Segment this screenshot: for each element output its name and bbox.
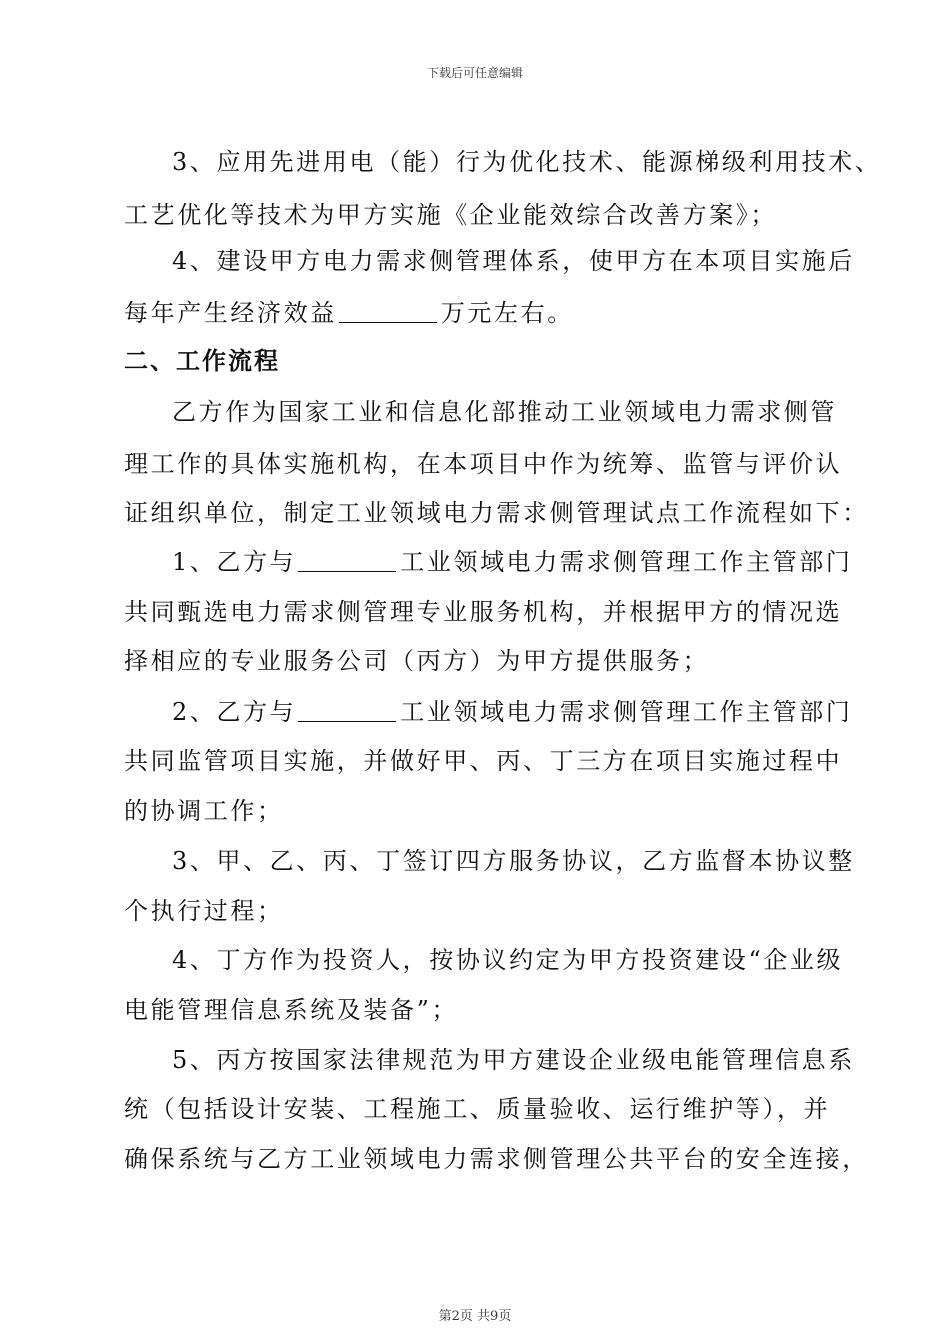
item3-line2: 工艺优化等技术为甲方实施《企业能效综合改善方案》；: [124, 201, 777, 229]
step5-line3: 确保系统与乙方工业领域电力需求侧管理公共平台的安全连接，: [124, 1145, 869, 1173]
step5-line1: 5、丙方按国家法律规范为甲方建设企业级电能管理信息系: [172, 1046, 855, 1074]
fill-in-blank[interactable]: [339, 300, 437, 323]
item4-line2-text-b: 万元左右。: [440, 299, 574, 327]
step1-line1-text-a: 1、乙方与: [172, 548, 297, 576]
step2-line1: [172, 697, 852, 727]
intro-line1: 乙方作为国家工业和信息化部推动工业领域电力需求侧管: [172, 398, 837, 426]
page-footer: 第2页 共9页: [438, 1309, 512, 1324]
step1-line3: 择相应的专业服务公司（丙方）为甲方提供服务；: [124, 647, 710, 675]
step2-line2: 共同监管项目实施，并做好甲、丙、丁三方在项目实施过程中: [124, 747, 843, 775]
step3-line1: 3、甲、乙、丙、丁签订四方服务协议，乙方监督本协议整: [172, 847, 855, 875]
step2-line1-text-b: 工业领域电力需求侧管理工作主管部门: [400, 698, 853, 726]
intro-line3: 证组织单位，制定工业领域电力需求侧管理试点工作流程如下：: [124, 499, 869, 527]
step2-line1-text-a: 2、乙方与: [172, 698, 297, 726]
step1-line1: [172, 547, 852, 577]
fill-in-blank[interactable]: [298, 699, 396, 722]
item4-line1: 4、建设甲方电力需求侧管理体系，使甲方在本项目实施后: [172, 247, 855, 275]
item4-line2-text-a: 每年产生经济效益: [124, 299, 337, 327]
fill-in-blank[interactable]: [298, 549, 396, 572]
page-header: 下载后可任意编辑: [426, 66, 523, 80]
section-heading: 二、工作流程: [124, 346, 280, 375]
step1-line1-text-b: 工业领域电力需求侧管理工作主管部门: [400, 548, 853, 576]
intro-line2: 理工作的具体实施机构，在本项目中作为统筹、监管与评价认: [124, 450, 843, 478]
step2-line3: 的协调工作；: [124, 797, 284, 825]
step5-line2: 统（包括设计安装、工程施工、质量验收、运行维护等），并: [124, 1095, 831, 1123]
step1-line2: 共同甄选电力需求侧管理专业服务机构，并根据甲方的情况选: [124, 598, 843, 626]
step4-line1: 4、丁方作为投资人，按协议约定为甲方投资建设“企业级: [172, 946, 844, 974]
item4-line2: [124, 298, 574, 328]
item3-line1: 3、应用先进用电（能）行为优化技术、能源梯级利用技术、: [172, 148, 882, 176]
step3-line2: 个执行过程；: [124, 897, 284, 925]
step4-line2: 电能管理信息系统及装备”；: [124, 996, 459, 1024]
